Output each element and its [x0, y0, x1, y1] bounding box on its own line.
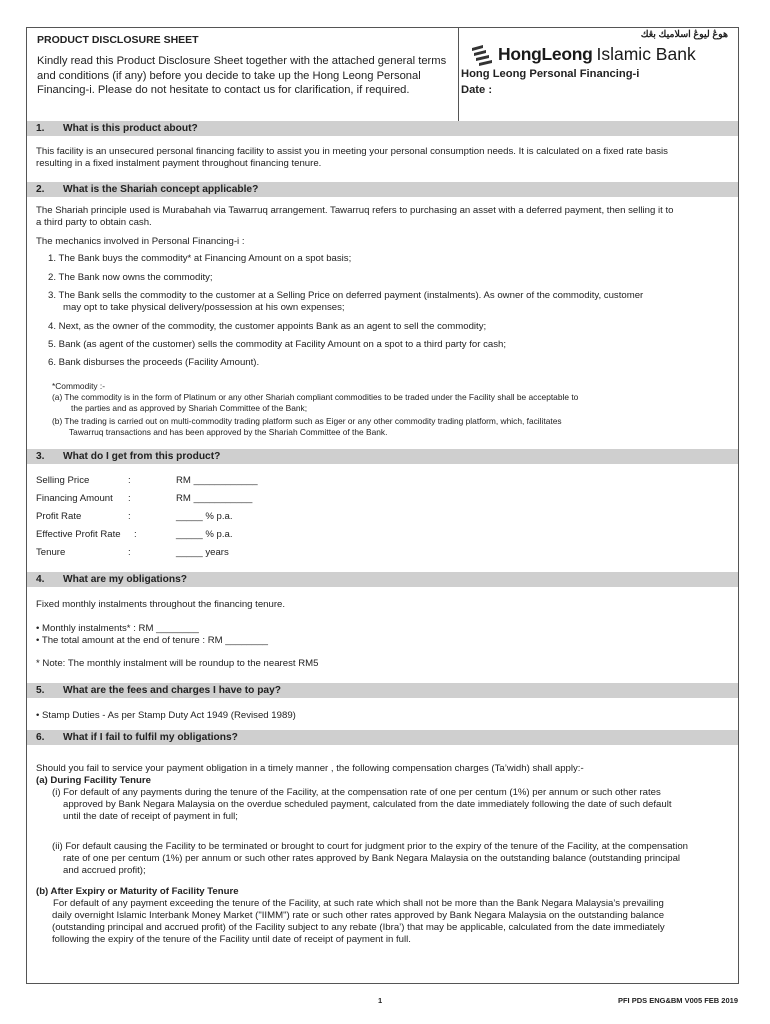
detail-colon: :	[128, 547, 131, 558]
section-number: 2.	[36, 184, 45, 195]
commodity-note: (b) The trading is carried out on multi-commodity trading platform such as Eiger or any other commodity trading platform, which, facilitates	[52, 416, 562, 426]
obligations-intro: Fixed monthly instalments throughout the financing tenure.	[36, 599, 286, 610]
clause-line: following the expiry of the tenure of the Facility until date of receipt of payment in full.	[52, 934, 411, 945]
instalment-note: * Note: The monthly instalment will be roundup to the nearest RM5	[36, 658, 319, 669]
detail-value: RM ___________	[176, 493, 253, 504]
product-name: Hong Leong Personal Financing-i	[461, 68, 640, 80]
bank-logo	[470, 42, 696, 66]
arabic-bank-name: هوڠ ليوڠ اسلاميك بڠك	[640, 29, 728, 40]
detail-value: _____ % p.a.	[176, 511, 233, 522]
compensation-intro: Should you fail to service your payment obligation in a timely manner , the following compensation charges (Ta’widh) shall apply:-	[36, 763, 584, 774]
document-code: PFI PDS ENG&BM V005 FEB 2019	[617, 996, 738, 1005]
page-title: PRODUCT DISCLOSURE SHEET	[37, 34, 199, 46]
mechanics-step: 3. The Bank sells the commodity to the customer at a Selling Price on deferred payment (instalments). As owner of the commodity, customer	[48, 290, 644, 301]
body-line: The Shariah principle used is Murabahah via Tawarruq arrangement. Tawarruq refers to purchasing an asset with a deferred payment, then selling it to	[36, 205, 674, 216]
product-detail-row	[36, 529, 233, 541]
section-header-5	[27, 683, 738, 698]
obligation-bullet: • The total amount at the end of tenure : RM ________	[36, 635, 268, 646]
section-header-6	[27, 730, 738, 745]
body-line: resulting in a fixed instalment payment throughout financing tenure.	[36, 158, 322, 169]
section-number: 5.	[36, 685, 45, 696]
detail-value: _____ % p.a.	[176, 529, 233, 540]
section-title: What is this product about?	[63, 123, 198, 134]
body-line: This facility is an unsecured personal financing facility to assist you in meeting your personal consumption needs. It is calculated on a fixed rate basis	[36, 146, 668, 157]
header-intro-panel	[27, 28, 459, 121]
mechanics-step: 2. The Bank now owns the commodity;	[48, 272, 213, 283]
section-2-intro	[36, 205, 673, 229]
mechanics-step: 4. Next, as the owner of the commodity, the customer appoints Bank as an agent to sell the commodity;	[48, 321, 487, 332]
section-title: What are my obligations?	[63, 574, 187, 585]
clause-line: For default of any payment exceeding the tenure of the Facility, at such rate which shall not be more than the Bank Negara Malaysia’s prevailing	[53, 898, 664, 909]
intro-text	[37, 54, 452, 98]
subsection-heading: (a) During Facility Tenure	[36, 775, 151, 786]
section-1-body	[36, 146, 668, 170]
section-header-2	[27, 182, 738, 197]
detail-label: Tenure	[36, 547, 66, 558]
hong-leong-logo-icon	[470, 42, 494, 66]
clause-line: (ii) For default causing the Facility to be terminated or brought to court for judgment prior to the expiry of the tenure of the Facility, at the compensation	[52, 841, 688, 852]
fee-bullet: • Stamp Duties - As per Stamp Duty Act 1949 (Revised 1989)	[36, 710, 296, 721]
commodity-note: Tawarruq transactions and has been approved by the Shariah Committee of the Bank.	[69, 427, 388, 437]
clause-line: rate of one per centum (1%) per annum or such other rates approved by Bank Negara Malaysia on the outstanding balance (outstanding principal	[63, 853, 681, 864]
product-detail-row	[36, 511, 233, 523]
subsection-heading: (b) After Expiry or Maturity of Facility Tenure	[36, 886, 239, 897]
detail-label: Effective Profit Rate	[36, 529, 121, 540]
section-title: What if I fail to fulfil my obligations?	[63, 732, 238, 743]
mechanics-step: 5. Bank (as agent of the customer) sells the commodity at Facility Amount on a spot to a third party for cash;	[48, 339, 507, 350]
section-header-3	[27, 449, 738, 464]
commodity-note: the parties and as approved by Shariah Committee of the Bank;	[71, 403, 308, 413]
detail-value: RM ____________	[176, 475, 258, 486]
detail-colon: :	[134, 529, 137, 540]
body-line: a third party to obtain cash.	[36, 217, 152, 228]
mechanics-label: The mechanics involved in Personal Financing-i :	[36, 236, 245, 247]
detail-label: Financing Amount	[36, 493, 113, 504]
clause-line: approved by Bank Negara Malaysia on the overdue scheduled payment, calculated from the date immediately following the date of such default	[63, 799, 672, 810]
date-label: Date :	[461, 84, 493, 96]
product-detail-row	[36, 493, 252, 505]
mechanics-step-cont: may opt to take physical delivery/possession at his own expenses;	[63, 302, 345, 313]
section-title: What are the fees and charges I have to pay?	[63, 685, 281, 696]
obligation-bullet: • Monthly instalments* : RM ________	[36, 623, 199, 634]
clause-line: and accrued profit);	[63, 865, 146, 876]
section-title: What do I get from this product?	[63, 451, 221, 462]
detail-colon: :	[128, 493, 131, 504]
section-number: 1.	[36, 123, 45, 134]
mechanics-step: 1. The Bank buys the commodity* at Financing Amount on a spot basis;	[48, 253, 352, 264]
section-title: What is the Shariah concept applicable?	[63, 184, 259, 195]
clause-line: until the date of receipt of payment in full;	[63, 811, 238, 822]
detail-label: Profit Rate	[36, 511, 82, 522]
detail-value: _____ years	[176, 547, 229, 558]
commodity-note-head: *Commodity :-	[52, 381, 106, 391]
document-header	[27, 28, 738, 122]
intro-line: and conditions (if any) before you decide to take up the Hong Leong Personal	[37, 69, 421, 82]
section-number: 3.	[36, 451, 45, 462]
section-header-1	[27, 121, 738, 136]
mechanics-step: 6. Bank disburses the proceeds (Facility Amount).	[48, 357, 260, 368]
section-header-4	[27, 572, 738, 587]
commodity-note: (a) The commodity is in the form of Platinum or any other Shariah compliant commodities to be traded under the Facility shall be acceptable to	[52, 392, 579, 402]
logo-subtext: Islamic Bank	[596, 43, 696, 64]
intro-line: Financing-i. Please do not hesitate to contact us for clarification, if required.	[37, 84, 410, 96]
section-number: 4.	[36, 574, 45, 585]
section-number: 6.	[36, 732, 45, 743]
product-detail-row	[36, 547, 229, 559]
detail-label: Selling Price	[36, 475, 90, 486]
detail-colon: :	[128, 475, 131, 486]
clause-line: daily overnight Islamic Interbank Money Market ("IIMM") rate or such other rates approved by Bank Negara Malaysia on the outstanding balance	[52, 910, 665, 921]
clause-line: (i) For default of any payments during the tenure of the Facility, at the compensation rate of one per centum (1%) per annum or such other rates	[52, 787, 661, 798]
product-detail-row	[36, 475, 258, 487]
logo-brand-text: HongLeong	[498, 43, 593, 64]
page-number: 1	[378, 996, 383, 1005]
document-frame	[26, 27, 739, 984]
clause-line: (outstanding principal and accrued profit) of the Facility subject to any rebate (Ibra’) that may be applicable, calculated from the date immediately	[52, 922, 665, 933]
detail-colon: :	[128, 511, 131, 522]
intro-line: Kindly read this Product Disclosure Sheet together with the attached general terms	[37, 55, 447, 67]
